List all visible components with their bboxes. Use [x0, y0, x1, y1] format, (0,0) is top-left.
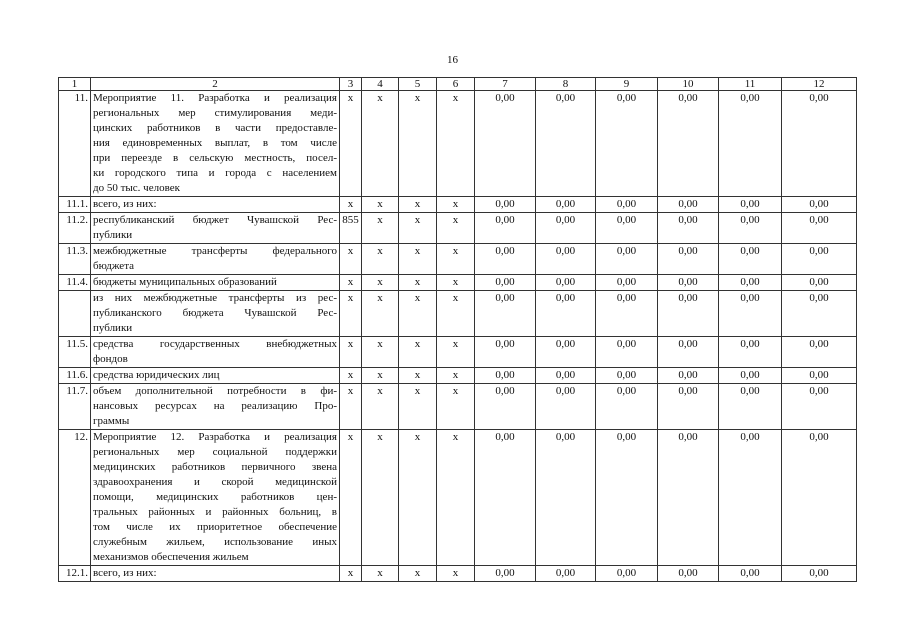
amount-cell: 0,00: [475, 384, 536, 430]
row-number: 12.: [59, 430, 91, 566]
page-number: 16: [447, 54, 458, 66]
row-number: 11.1.: [59, 197, 91, 213]
description-line: публики: [93, 322, 133, 334]
description-line: нансовых ресурсах на реализацию Про-: [93, 400, 337, 412]
amount-cell: 0,00: [475, 244, 536, 275]
description-line: фондов: [93, 353, 128, 365]
amount-cell: 0,00: [596, 244, 658, 275]
marker-cell: x: [437, 566, 475, 582]
marker-cell: x: [437, 275, 475, 291]
amount-cell: 0,00: [782, 291, 857, 337]
column-number: 12: [782, 78, 857, 91]
row-description: [91, 213, 340, 244]
row-number: 11.7.: [59, 384, 91, 430]
amount-cell: 0,00: [719, 430, 782, 566]
description-line: цинских работников в части предоставле-: [93, 122, 337, 134]
amount-cell: 0,00: [782, 244, 857, 275]
table-row: [59, 91, 857, 197]
description-line: Мероприятие 12. Разработка и реализация: [93, 431, 337, 443]
marker-cell: x: [399, 91, 437, 197]
description-line: ки городского типа и города с населением: [93, 167, 337, 179]
description-line: здравоохранения и скорой медицинской: [93, 476, 337, 488]
description-line: при переезде в сельскую местность, посел-: [93, 152, 337, 164]
budget-code-cell: x: [340, 197, 362, 213]
amount-cell: 0,00: [536, 275, 596, 291]
budget-code-cell: x: [340, 337, 362, 368]
amount-cell: 0,00: [719, 213, 782, 244]
description-line: бюджета: [93, 260, 135, 272]
amount-cell: 0,00: [536, 91, 596, 197]
marker-cell: x: [399, 430, 437, 566]
marker-cell: x: [399, 384, 437, 430]
description-line: Мероприятие 11. Разработка и реализация: [93, 92, 337, 104]
table-row: [59, 384, 857, 430]
marker-cell: x: [399, 368, 437, 384]
table-row: [59, 291, 857, 337]
marker-cell: x: [362, 384, 399, 430]
row-number: 11.3.: [59, 244, 91, 275]
description-line: бюджеты муниципальных образований: [93, 276, 277, 288]
amount-cell: 0,00: [658, 197, 719, 213]
amount-cell: 0,00: [658, 368, 719, 384]
row-number: 11.6.: [59, 368, 91, 384]
marker-cell: x: [437, 368, 475, 384]
amount-cell: 0,00: [658, 275, 719, 291]
amount-cell: 0,00: [658, 213, 719, 244]
marker-cell: x: [362, 291, 399, 337]
marker-cell: x: [437, 291, 475, 337]
amount-cell: 0,00: [658, 91, 719, 197]
amount-cell: 0,00: [658, 244, 719, 275]
description-line: региональных мер социальной поддержки: [93, 446, 337, 458]
row-description: [91, 368, 340, 384]
marker-cell: x: [362, 368, 399, 384]
amount-cell: 0,00: [719, 566, 782, 582]
amount-cell: 0,00: [782, 566, 857, 582]
column-number: 11: [719, 78, 782, 91]
column-number: 8: [536, 78, 596, 91]
amount-cell: 0,00: [658, 566, 719, 582]
row-number: 11.4.: [59, 275, 91, 291]
description-line: ния единовременных выплат, в том числе: [93, 137, 337, 149]
amount-cell: 0,00: [596, 291, 658, 337]
amount-cell: 0,00: [475, 213, 536, 244]
row-description: [91, 566, 340, 582]
amount-cell: 0,00: [475, 91, 536, 197]
amount-cell: 0,00: [658, 337, 719, 368]
row-description: [91, 430, 340, 566]
marker-cell: x: [437, 384, 475, 430]
marker-cell: x: [437, 337, 475, 368]
row-number: 11.2.: [59, 213, 91, 244]
table-row: [59, 368, 857, 384]
description-line: до 50 тыс. человек: [93, 182, 180, 194]
column-number: 6: [437, 78, 475, 91]
column-number: 3: [340, 78, 362, 91]
marker-cell: x: [362, 91, 399, 197]
amount-cell: 0,00: [536, 566, 596, 582]
amount-cell: 0,00: [658, 291, 719, 337]
row-description: [91, 91, 340, 197]
amount-cell: 0,00: [719, 337, 782, 368]
row-description: [91, 384, 340, 430]
column-number: 5: [399, 78, 437, 91]
description-line: объем дополнительной потребности в фи-: [93, 385, 337, 397]
marker-cell: x: [399, 244, 437, 275]
marker-cell: x: [362, 197, 399, 213]
amount-cell: 0,00: [596, 384, 658, 430]
table-row: [59, 275, 857, 291]
description-line: механизмов обеспечения жильем: [93, 551, 249, 563]
row-number: 11.5.: [59, 337, 91, 368]
description-line: региональных мер стимулирования меди-: [93, 107, 337, 119]
marker-cell: x: [437, 244, 475, 275]
description-line: публиканского бюджета Чувашской Рес-: [93, 307, 337, 319]
description-line: межбюджетные трансферты федерального: [93, 245, 337, 257]
table-row: [59, 430, 857, 566]
amount-cell: 0,00: [596, 197, 658, 213]
amount-cell: 0,00: [536, 384, 596, 430]
amount-cell: 0,00: [782, 384, 857, 430]
amount-cell: 0,00: [536, 291, 596, 337]
column-number: 7: [475, 78, 536, 91]
amount-cell: 0,00: [475, 291, 536, 337]
marker-cell: x: [362, 337, 399, 368]
amount-cell: 0,00: [719, 368, 782, 384]
amount-cell: 0,00: [719, 244, 782, 275]
row-number: [59, 291, 91, 337]
budget-code-cell: x: [340, 566, 362, 582]
row-description: [91, 275, 340, 291]
marker-cell: x: [362, 275, 399, 291]
budget-code-cell: x: [340, 244, 362, 275]
amount-cell: 0,00: [782, 368, 857, 384]
amount-cell: 0,00: [596, 368, 658, 384]
budget-code-cell: x: [340, 384, 362, 430]
description-line: всего, из них:: [93, 198, 157, 210]
amount-cell: 0,00: [475, 275, 536, 291]
table-row: [59, 566, 857, 582]
budget-code-cell: 855: [340, 213, 362, 244]
amount-cell: 0,00: [719, 291, 782, 337]
amount-cell: 0,00: [719, 384, 782, 430]
budget-code-cell: x: [340, 275, 362, 291]
marker-cell: x: [437, 213, 475, 244]
marker-cell: x: [362, 244, 399, 275]
table-body: [59, 78, 857, 582]
row-description: [91, 244, 340, 275]
description-line: медицинских работников первичного звена: [93, 461, 337, 473]
amount-cell: 0,00: [475, 197, 536, 213]
table-row: [59, 197, 857, 213]
description-line: помощи, медицинских работников цен-: [93, 491, 337, 503]
amount-cell: 0,00: [596, 91, 658, 197]
amount-cell: 0,00: [475, 566, 536, 582]
amount-cell: 0,00: [596, 566, 658, 582]
column-number: 2: [91, 78, 340, 91]
description-line: граммы: [93, 415, 130, 427]
marker-cell: x: [399, 337, 437, 368]
description-line: публики: [93, 229, 133, 241]
description-line: том числе их приоритетное обеспечение: [93, 521, 337, 533]
description-line: средства юридических лиц: [93, 369, 220, 381]
description-line: из них межбюджетные трансферты из рес-: [93, 292, 337, 304]
amount-cell: 0,00: [782, 430, 857, 566]
amount-cell: 0,00: [536, 244, 596, 275]
description-line: средства государственных внебюджетных: [93, 338, 337, 350]
table-row: [59, 244, 857, 275]
marker-cell: x: [399, 275, 437, 291]
description-line: республиканский бюджет Чувашской Рес-: [93, 214, 337, 226]
budget-code-cell: x: [340, 368, 362, 384]
row-description: [91, 291, 340, 337]
amount-cell: 0,00: [536, 430, 596, 566]
amount-cell: 0,00: [596, 213, 658, 244]
amount-cell: 0,00: [782, 213, 857, 244]
amount-cell: 0,00: [536, 197, 596, 213]
table-row: [59, 213, 857, 244]
description-line: всего, из них:: [93, 567, 157, 579]
amount-cell: 0,00: [536, 368, 596, 384]
amount-cell: 0,00: [658, 384, 719, 430]
amount-cell: 0,00: [596, 430, 658, 566]
amount-cell: 0,00: [719, 91, 782, 197]
description-line: тральных районных и районных больниц, в: [93, 506, 337, 518]
amount-cell: 0,00: [719, 275, 782, 291]
row-number: 12.1.: [59, 566, 91, 582]
budget-code-cell: x: [340, 291, 362, 337]
amount-cell: 0,00: [475, 337, 536, 368]
row-description: [91, 337, 340, 368]
description-line: служебным жильем, использование иных: [93, 536, 337, 548]
column-number: 9: [596, 78, 658, 91]
amount-cell: 0,00: [596, 275, 658, 291]
column-number: 10: [658, 78, 719, 91]
marker-cell: x: [437, 430, 475, 566]
column-number-row: [59, 78, 857, 91]
marker-cell: x: [362, 430, 399, 566]
amount-cell: 0,00: [719, 197, 782, 213]
marker-cell: x: [362, 213, 399, 244]
marker-cell: x: [437, 197, 475, 213]
row-number: 11.: [59, 91, 91, 197]
budget-table: [58, 77, 857, 582]
budget-code-cell: x: [340, 430, 362, 566]
amount-cell: 0,00: [475, 430, 536, 566]
amount-cell: 0,00: [596, 337, 658, 368]
amount-cell: 0,00: [782, 337, 857, 368]
amount-cell: 0,00: [782, 197, 857, 213]
amount-cell: 0,00: [658, 430, 719, 566]
row-description: [91, 197, 340, 213]
marker-cell: x: [399, 213, 437, 244]
marker-cell: x: [399, 566, 437, 582]
amount-cell: 0,00: [536, 337, 596, 368]
marker-cell: x: [362, 566, 399, 582]
column-number: 1: [59, 78, 91, 91]
amount-cell: 0,00: [782, 275, 857, 291]
amount-cell: 0,00: [782, 91, 857, 197]
amount-cell: 0,00: [475, 368, 536, 384]
marker-cell: x: [399, 291, 437, 337]
budget-code-cell: x: [340, 91, 362, 197]
marker-cell: x: [437, 91, 475, 197]
marker-cell: x: [399, 197, 437, 213]
table-row: [59, 337, 857, 368]
column-number: 4: [362, 78, 399, 91]
amount-cell: 0,00: [536, 213, 596, 244]
